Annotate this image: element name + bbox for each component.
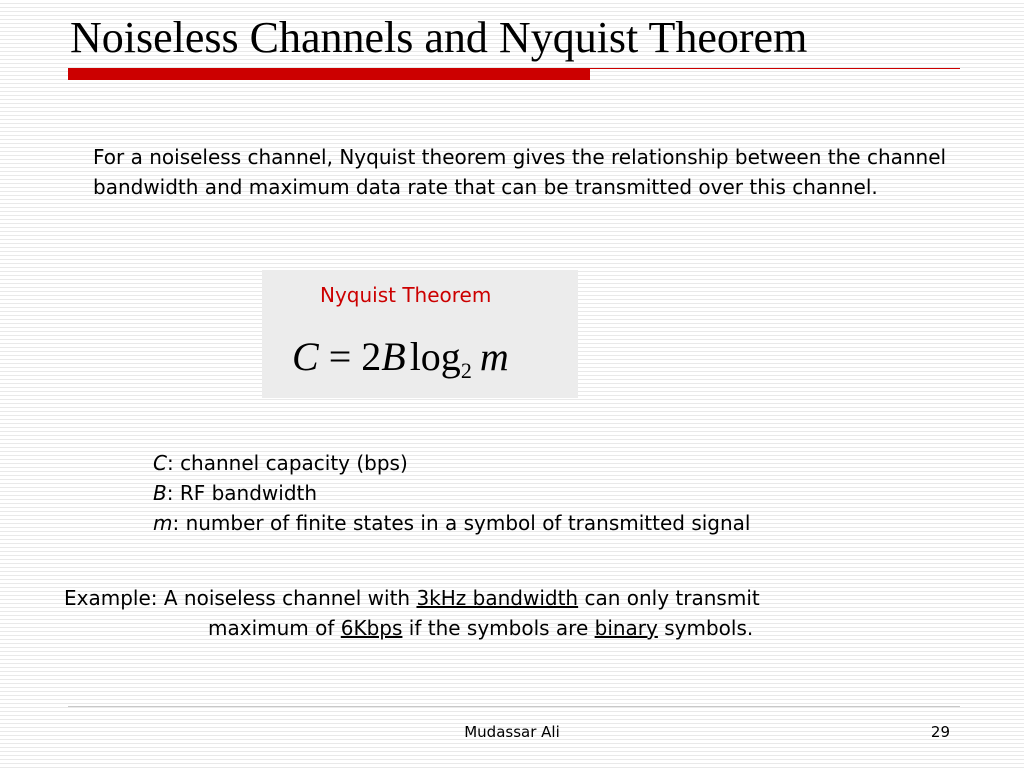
formula-log-base: 2 [460, 358, 472, 383]
slide-title: Noiseless Channels and Nyquist Theorem [70, 13, 808, 62]
formula-equals: = [328, 334, 352, 379]
page-number: 29 [930, 723, 950, 741]
formula-lhs: C [292, 334, 319, 379]
definition-text: : channel capacity (bps) [166, 451, 408, 475]
footer-author: Mudassar Ali [464, 723, 560, 741]
formula-arg: m [479, 334, 509, 379]
example-prefix: Example: A noiseless channel with [64, 586, 417, 610]
definitions-list [153, 448, 993, 538]
definition-symbol: m [153, 511, 173, 535]
example-mid2: if the symbols are [402, 616, 595, 640]
definition-symbol: C [153, 451, 167, 475]
formula-log: log [409, 334, 461, 379]
formula-box [262, 270, 578, 398]
example-line-1 [64, 583, 1004, 613]
formula-bandwidth: B [381, 334, 406, 379]
example-mid1: can only transmit [578, 586, 760, 610]
example-rate: 6Kbps [340, 616, 403, 640]
example-bandwidth: 3kHz bandwidth [416, 586, 579, 610]
title-underline-bar [68, 68, 590, 80]
definition-m [153, 508, 993, 538]
definition-text: : RF bandwidth [166, 481, 318, 505]
formula-coefficient: 2 [361, 334, 382, 379]
definition-b [153, 478, 993, 508]
footer-divider [68, 706, 960, 707]
example-line2-prefix: maximum of [208, 616, 341, 640]
intro-paragraph: For a noiseless channel, Nyquist theorem gives the relationship between the channel bandwidth and maximum data rate that can be transmitted over this channel. [93, 145, 947, 199]
example-paragraph [64, 583, 1004, 643]
nyquist-formula [292, 332, 572, 396]
definition-text: : number of finite states in a symbol of transmitted signal [172, 511, 751, 535]
definition-c [153, 448, 993, 478]
example-symbol-type: binary [594, 616, 658, 640]
title-underline-rule [590, 68, 960, 69]
example-line-2 [64, 613, 1004, 643]
formula-caption: Nyquist Theorem [320, 283, 492, 307]
definition-symbol: B [153, 481, 167, 505]
example-suffix: symbols. [657, 616, 754, 640]
